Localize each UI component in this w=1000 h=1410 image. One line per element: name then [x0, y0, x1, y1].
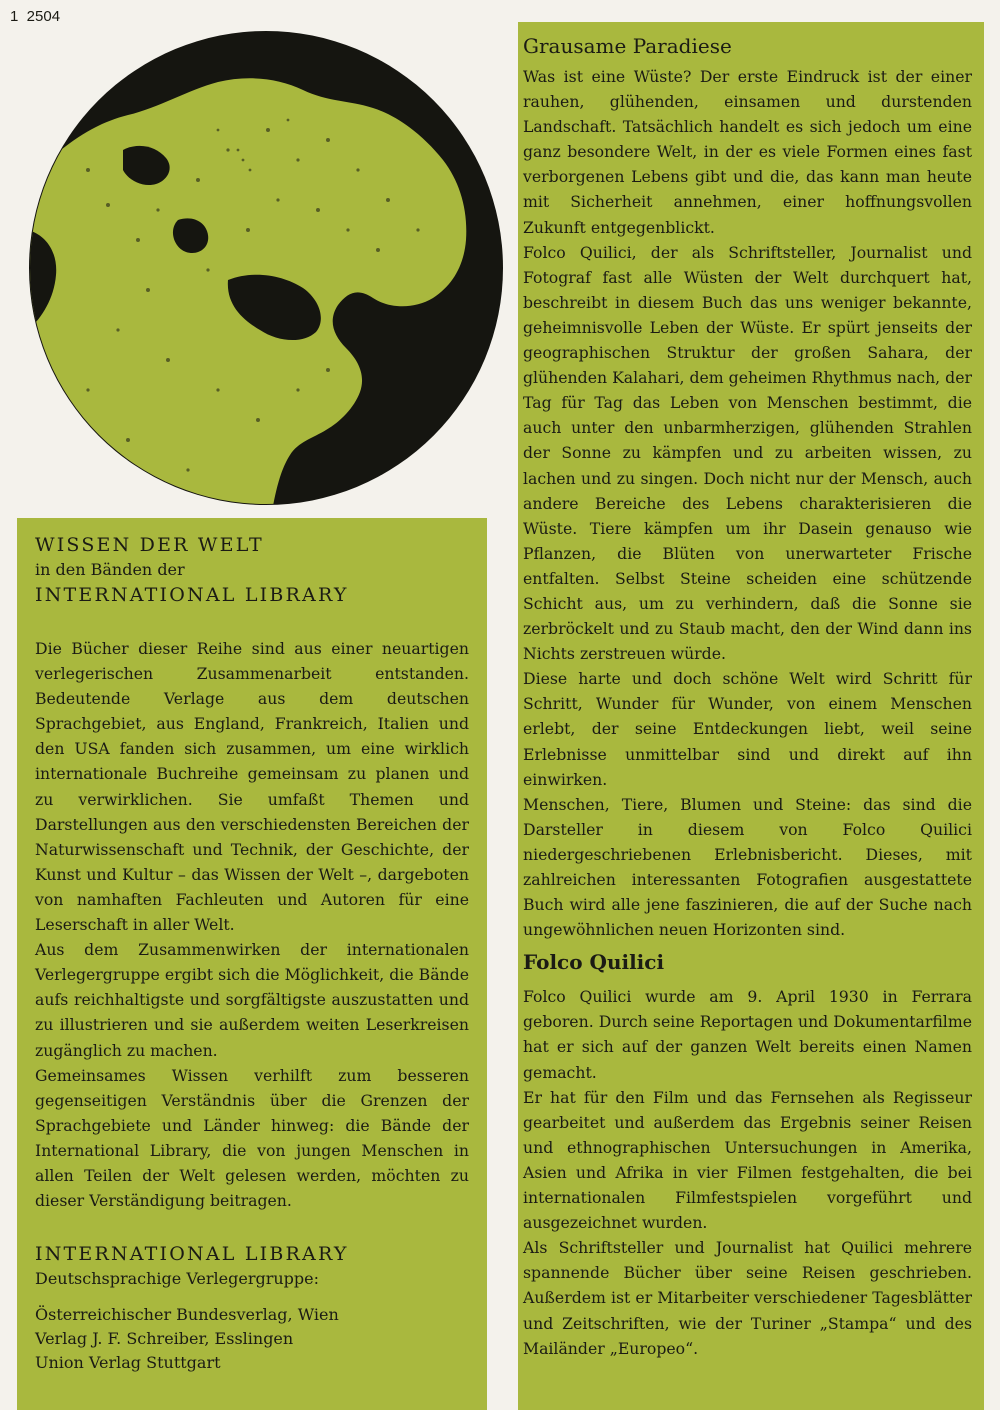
- author-paragraph: Folco Quilici wurde am 9. April 1930 in Ferrara geboren. Durch seine Reportagen und Dokumentarfilme hat er sich auf der ganzen Welt bereits einen Namen gemacht.: [523, 987, 972, 1082]
- series-paragraph: Die Bücher dieser Reihe sind aus einer neuartigen verlegerischen Zusammenarbeit entstanden. Bedeutende Verlage aus dem deutschen Sprachgebiet, aus England, Frankreich, Italien und den USA fanden sich zusammen, um eine wirklich internationale Buchreihe gemeinsam zu planen und zu verwirklichen. Sie umfaßt Themen und Darstellungen aus den verschiedensten Bereichen der Naturwissenschaft und Technik, der Geschichte, der Kunst und Kultur – das Wissen der Welt –, dargeboten von namhaften Fachleuten und Autoren für eine Leserschaft in aller Welt.: [35, 639, 469, 935]
- series-subtitle: in den Bänden der: [35, 560, 185, 579]
- book-paragraph: Folco Quilici, der als Schriftsteller, Journalist und Fotograf fast alle Wüsten der Welt durchquert hat, beschreibt in diesem Buch das uns weniger bekannte, geheimnisvolle Leben der Wüste. Er spürt jenseits der geographischen Struktur der großen Sahara, der glühenden Kalahari, dem geheimen Rhythmus nach, der Tag für Tag das Leben von Menschen bestimmt, die auch unter den unbarmherzigen, glühenden Strahlen der Sonne zu kämpfen und zu arbeiten wissen, zu lachen und zu singen. Doch nicht nur der Mensch, auch andere Bereiche des Lebens charakterisieren die Wüste. Tiere kämpfen um ihr Dasein genauso wie Pflanzen, die Blüten von unerwarteter Frische entfalten. Selbst Steine scheiden eine schützende Schicht aus, um zu verhindern, daß die Sonne sie zerbröckelt und zu Staub macht, den der Wind dann ins Nichts zerstreuen würde.: [523, 242, 972, 664]
- publisher-group-title: INTERNATIONAL LIBRARY: [35, 1243, 349, 1266]
- series-title: WISSEN DER WELT: [35, 534, 264, 556]
- library-title: INTERNATIONAL LIBRARY: [35, 584, 349, 606]
- publisher-item: Österreichischer Bundesverlag, Wien: [35, 1305, 339, 1325]
- series-paragraph: Aus dem Zusammenwirken der internationalen Verlegergruppe ergibt sich die Möglichkeit, die Bände aufs reichhaltigste und sorgfältigste auszustatten und zu illustrieren und sie außerdem weiten Leserkreisen zugänglich zu machen.: [35, 940, 469, 1060]
- book-paragraph: Diese harte und doch schöne Welt wird Schritt für Schritt, Wunder für Wunder, von einem Menschen erlebt, der seine Entdeckungen liebt, weil seine Erlebnisse unmittelbar sind und direkt auf ihn einwirken.: [523, 669, 972, 789]
- series-paragraph: Gemeinsames Wissen verhilft zum besseren gegenseitigen Verständnis über die Grenzen der Sprachgebiete und Länder hinweg: die Bände der International Library, die von jungen Menschen in allen Teilen der Welt gelesen werden, möchten zu dieser Verständigung beitragen.: [35, 1065, 469, 1211]
- book-title: Grausame Paradiese: [523, 34, 732, 58]
- author-paragraph: Er hat für den Film und das Fernsehen als Regisseur gearbeitet und außerdem das Ergebnis seiner Reisen und ethnographischen Untersuchungen in Amerika, Asien und Afrika in vier Filmen festgehalten, die bei internationalen Filmfestspielen vorgeführt und ausgezeichnet wurden.: [523, 1087, 972, 1233]
- publisher-group-subtitle: Deutschsprachige Verlegergruppe:: [35, 1269, 320, 1289]
- author-title: Folco Quilici: [523, 950, 665, 975]
- book-paragraph: Was ist eine Wüste? Der erste Eindruck ist der einer rauhen, glühenden, einsamen und durstenden Landschaft. Tatsächlich handelt es sich jedoch um eine ganz besondere Welt, in der es viele Formen eines fast verborgenen Lebens gibt und die, das kann man heute mit Sicherheit annehmen, einer hoffnungsvollen Zukunft entgegenblickt.: [523, 67, 972, 237]
- author-paragraph: Als Schriftsteller und Journalist hat Quilici mehrere spannende Bücher über seine Reisen geschrieben. Außerdem ist er Mitarbeiter verschiedener Tagesblätter und Zeitschriften, wie der Turiner „Stampa“ und des Mailänder „Europeo“.: [523, 1238, 972, 1358]
- globe-illustration: [28, 30, 504, 506]
- book-paragraph: Menschen, Tiere, Blumen und Steine: das sind die Darsteller in diesem von Folco Quilici niedergeschriebenen Erlebnisbericht. Dieses, mit zahlreichen interessanten Fotografien ausgestattete Buch wird alle jene faszinieren, die auf der Suche nach ungewöhnlichen neuen Horizonten sind.: [523, 794, 972, 940]
- series-info-panel: [17, 518, 487, 1410]
- publisher-item: Verlag J. F. Schreiber, Esslingen: [35, 1329, 294, 1349]
- publisher-item: Union Verlag Stuttgart: [35, 1353, 221, 1373]
- book-info-panel: [518, 22, 984, 1410]
- catalog-number: 1 2504: [10, 8, 61, 25]
